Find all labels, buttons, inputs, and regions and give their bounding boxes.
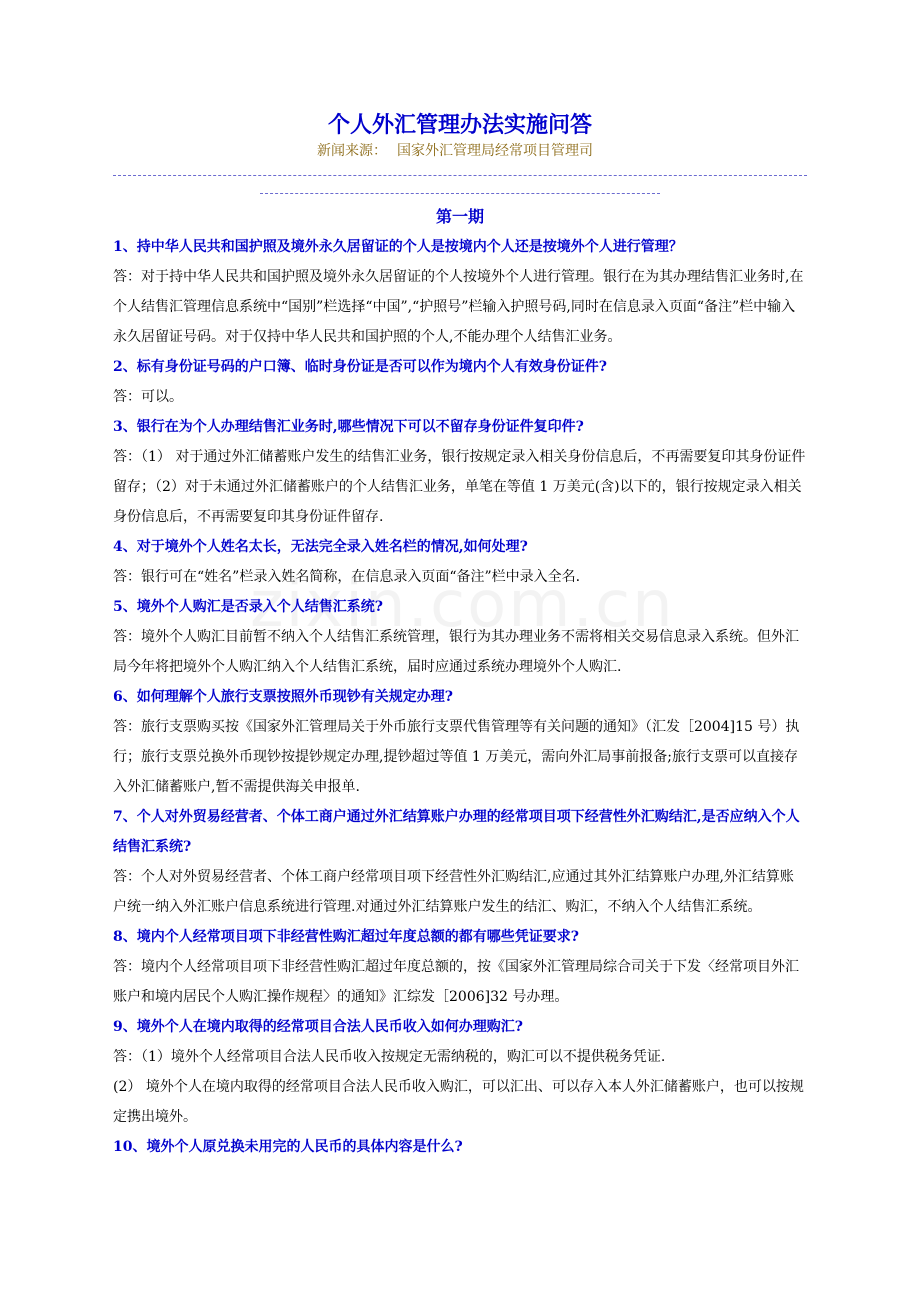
dashed-divider	[113, 168, 807, 176]
qa-item	[113, 1132, 807, 1162]
question: 2、标有身份证号码的户口簿、临时身份证是否可以作为境内个人有效身份证件?	[113, 359, 607, 375]
dashed-divider-short	[260, 186, 660, 194]
answer: (2） 境外个人在境内取得的经常项目合法人民币收入购汇，可以汇出、可以存入本人外汇储蓄账户，也可以按规定携出境外。	[113, 1079, 804, 1125]
qa-list	[113, 232, 807, 1162]
question: 7、个人对外贸易经营者、个体工商户通过外汇结算账户办理的经常项目项下经营性外汇购结汇,是否应纳入个人结售汇系统?	[113, 809, 800, 855]
question: 10、境外个人原兑换未用完的人民币的具体内容是什么?	[113, 1139, 463, 1155]
question: 9、境外个人在境内取得的经常项目合法人民币收入如何办理购汇?	[113, 1019, 523, 1035]
news-source-value: 国家外汇管理局经常项目管理司	[397, 143, 593, 159]
answer: 答：旅行支票购买按《国家外汇管理局关于外币旅行支票代售管理等有关问题的通知》（汇发［2004]15 号）执行；旅行支票兑换外币现钞按提钞规定办理,提钞超过等值 1 万美元，需向外汇局事前报备;旅行支票可以直接存入外汇储蓄账户,暂不需提供海关申报单.	[113, 719, 800, 795]
qa-item	[113, 1012, 807, 1132]
qa-item	[113, 232, 807, 352]
qa-item	[113, 412, 807, 532]
answer: 答：（1） 对于通过外汇储蓄账户发生的结售汇业务，银行按规定录入相关身份信息后，不再需要复印其身份证件留存；（2）对于未通过外汇储蓄账户的个人结售汇业务，单笔在等值 1 万美元(含)以下的，银行按规定录入相关身份信息后，不再需要复印其身份证件留存.	[113, 449, 806, 525]
qa-item	[113, 682, 807, 802]
question: 1、持中华人民共和国护照及境外永久居留证的个人是按境内个人还是按境外个人进行管理？	[113, 239, 683, 255]
answer: 答：对于持中华人民共和国护照及境外永久居留证的个人按境外个人进行管理。银行在为其办理结售汇业务时,在个人结售汇管理信息系统中“国别”栏选择“中国”,“护照号”栏输入护照号码,同时在信息录入页面“备注”栏中输入永久居留证号码。对于仅持中华人民共和国护照的个人,不能办理个人结售汇业务。	[113, 269, 804, 345]
answer: 答：可以。	[113, 389, 183, 405]
qa-item	[113, 802, 807, 922]
question: 8、境内个人经常项目项下非经营性购汇超过年度总额的都有哪些凭证要求?	[113, 929, 579, 945]
qa-item	[113, 922, 807, 1012]
news-source-label: 新闻来源：	[317, 143, 387, 159]
answer: 答：个人对外贸易经营者、个体工商户经常项目项下经营性外汇购结汇,应通过其外汇结算账户办理,外汇结算账户统一纳入外汇账户信息系统进行管理.对通过外汇结算账户发生的结汇、购汇，不纳入个人结售汇系统。	[113, 869, 794, 915]
qa-item	[113, 592, 807, 682]
question: 5、境外个人购汇是否录入个人结售汇系统?	[113, 599, 383, 615]
document-page	[113, 110, 807, 1162]
qa-item	[113, 352, 807, 412]
answer: 答：（1）境外个人经常项目合法人民币收入按规定无需纳税的，购汇可以不提供税务凭证.	[113, 1049, 666, 1065]
answer: 答：境内个人经常项目项下非经营性购汇超过年度总额的，按《国家外汇管理局综合司关于下发〈经常项目外汇账户和境内居民个人购汇操作规程〉的通知》汇综发［2006]32 号办理。	[113, 959, 799, 1005]
answer: 答：银行可在“姓名”栏录入姓名简称，在信息录入页面“备注”栏中录入全名.	[113, 569, 581, 585]
question: 6、如何理解个人旅行支票按照外币现钞有关规定办理?	[113, 689, 453, 705]
qa-item	[113, 532, 807, 592]
answer: 答：境外个人购汇目前暂不纳入个人结售汇系统管理，银行为其办理业务不需将相关交易信息录入系统。但外汇局今年将把境外个人购汇纳入个人结售汇系统，届时应通过系统办理境外个人购汇.	[113, 629, 799, 675]
document-title: 个人外汇管理办法实施问答	[327, 112, 592, 138]
question: 4、对于境外个人姓名太长，无法完全录入姓名栏的情况,如何处理?	[113, 539, 528, 555]
issue-heading: 第一期	[435, 207, 484, 226]
question: 3、银行在为个人办理结售汇业务时,哪些情况下可以不留存身份证件复印件?	[113, 419, 584, 435]
news-source	[113, 140, 807, 162]
